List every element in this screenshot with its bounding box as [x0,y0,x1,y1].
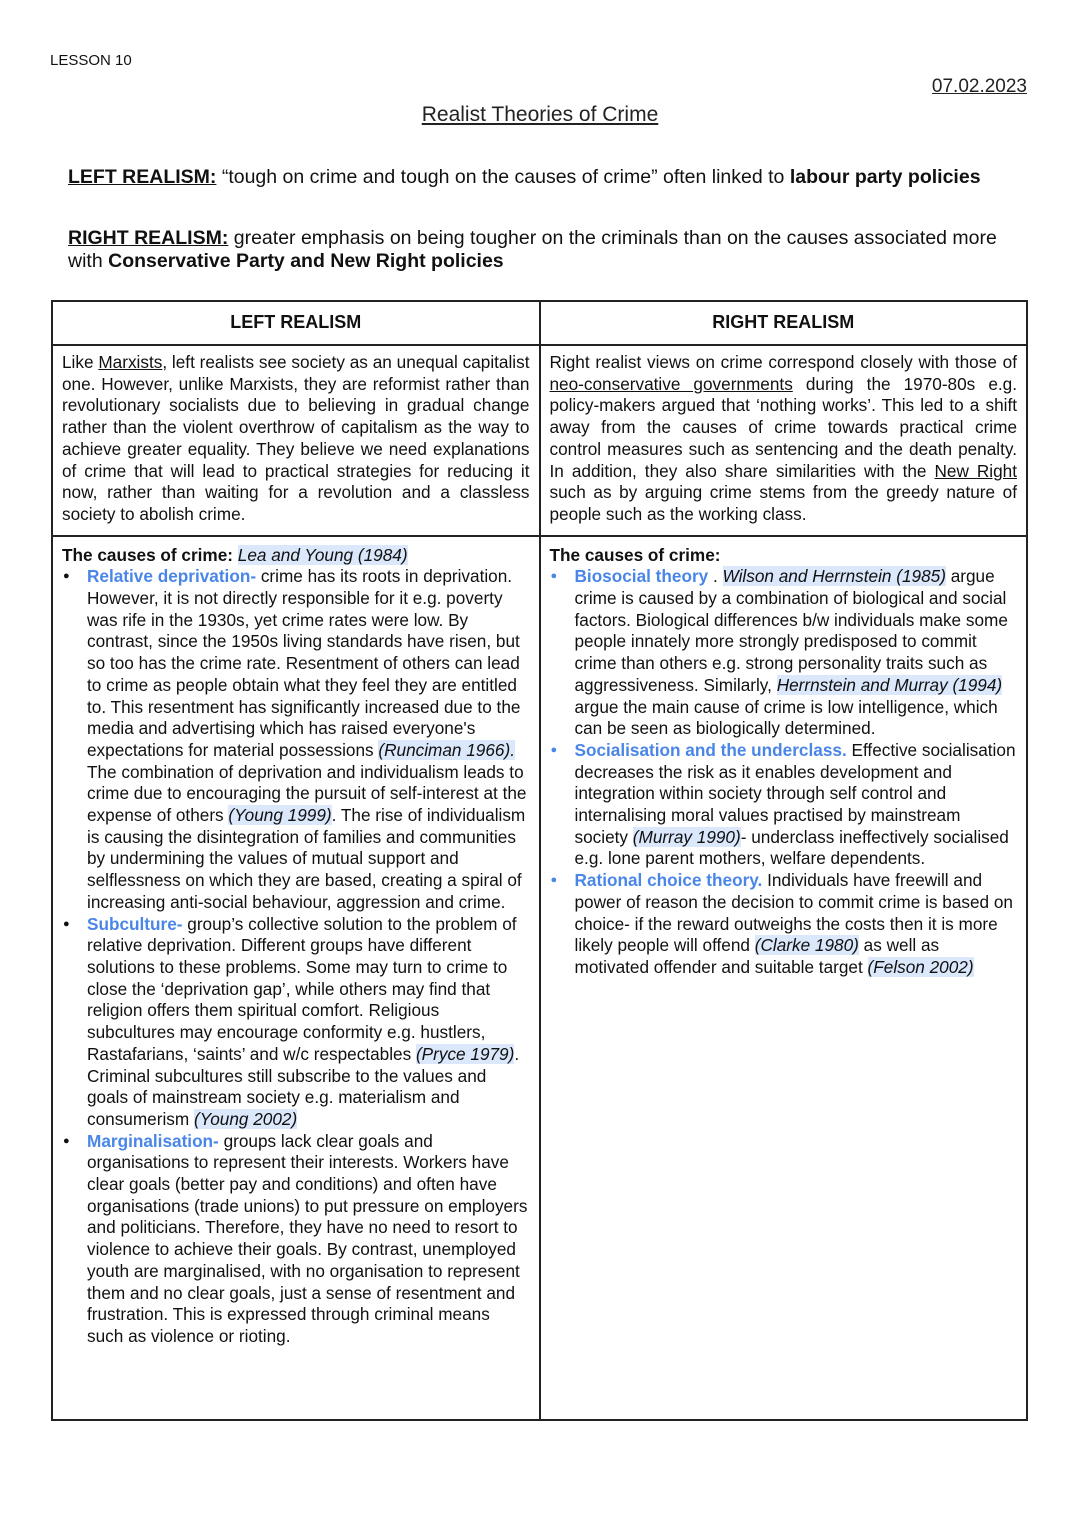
lea-young-ref: Lea and Young (1984) [237,544,408,565]
right-intro-text-1: Right realist views on crime correspond closely with those of [549,352,1017,372]
item-text: crime has its roots in deprivation. However, it is not directly responsible for it e.g. poverty was rife in the 1930s, yet crime rates were low. By contrast, since the 1950s living standards have risen, but so too has the crime rate. Resentment of others can lead to crime as people obtain what they feel they are entitled to. This resentment has significantly increased due to the media and advertising which has raised everyone's expectations for material possessions [87,566,521,760]
term-marginalisation: Marginalisation- [87,1130,219,1151]
left-causes-list [62,566,530,1347]
left-causes-heading-text: The causes of crime: [62,544,238,565]
item-text: Individuals have freewill and power of reason the decision to commit crime is based on choice- if the reward outweighs the costs then it is more likely people will offend [574,870,1013,956]
right-causes-list [550,566,1018,978]
item-text: . Criminal subcultures still subscribe to the values and goals of mainstream society e.g. materialism and consumerism [87,1043,520,1129]
item-text: . [708,566,723,587]
list-item-subculture [87,914,530,1131]
item-text: group’s collective solution to the problem of relative deprivation. Different groups have different solutions to these problems. Some may turn to crime to close the ‘deprivation gap’, while others may find that religion offers them spiritual comfort. Religious subcultures may encourage conformity e.g. hustlers, Rastafarians, ‘saints’ and w/c respectables [87,913,517,1064]
right-intro-cell [540,345,1028,536]
intro-row [52,345,1027,536]
left-column-header: LEFT REALISM [52,301,540,345]
citation: (Clarke 1980) [754,935,859,956]
right-realism-definition [68,227,1028,273]
left-intro-text-1: Like [62,352,99,372]
item-text: as well as motivated offender and suitable target [574,935,940,977]
citation: Herrnstein and Murray (1994) [776,674,1003,695]
neo-conservative-link[interactable]: neo-conservative governments [549,373,793,394]
right-causes-heading: The causes of crime: [549,544,721,565]
list-item-relative-deprivation [87,566,530,913]
citation: (Pryce 1979) [415,1043,515,1064]
item-text: groups lack clear goals and organisations to represent their interests. Workers have clear goals (better pay and conditions) and often have organisations (trade unions) to put pressure on employers and politicians. Therefore, they have no need to resort to violence to achieve their goals. By contrast, unemployed youth are marginalised, with no organisation to represent them and no clear goals, just a sense of resentment and frustration. This is expressed through criminal means such as violence or rioting. [87,1130,528,1346]
left-realism-definition [68,166,1028,189]
left-realism-text: “tough on crime and tough on the causes of crime” often linked to [216,166,790,188]
term-rational-choice-theory: Rational choice theory. [574,870,763,891]
right-intro-text-3: such as by arguing crime stems from the greedy nature of people such as the working class. [549,482,1017,524]
left-realism-label: LEFT REALISM: [68,166,217,188]
item-text: - underclass ineffectively socialised e.g. lone parent mothers, welfare dependents. [574,826,1009,869]
left-causes-heading [62,545,530,567]
citation: Wilson and Herrnstein (1985) [722,566,946,587]
comparison-table [51,300,1028,1421]
right-intro-text-2: during the 1970-80s e.g. policy-makers argued that ‘nothing works’. This led to a shift away from the causes of crime towards practical crime control measures such as sentencing and the death penalty. In addition, they also share similarities with the [549,373,1017,481]
table-header-row [52,301,1027,345]
right-realism-bold: Conservative Party and New Right policies [108,250,504,272]
right-realism-label: RIGHT REALISM: [68,227,229,249]
new-right-link[interactable]: New Right [934,460,1017,481]
list-item-marginalisation [87,1131,530,1348]
item-text: . The rise of individualism is causing the disintegration of families and communities by undermining the values of mutual support and selflessness on which they are based, creating a spiral of increasing anti-social behaviour, aggression and crime. [87,805,526,912]
term-subculture: Subculture- [87,913,183,934]
left-intro-cell [52,345,540,536]
causes-row [52,536,1027,1420]
list-item-socialisation [575,740,1018,870]
citation: (Young 2002) [193,1108,298,1129]
item-text: argue the main cause of crime is low intelligence, which can be seen as biologically determined. [574,696,998,739]
citation: (Murray 1990) [632,826,741,847]
marxists-link[interactable]: Marxists [98,352,163,372]
right-column-header: RIGHT REALISM [540,301,1028,345]
term-socialisation-underclass: Socialisation and the underclass. [574,739,847,760]
item-text: argue crime is caused by a combination of biological and social factors. Biological differences b/w individuals make some people innately more strongly predisposed to commit crime than others e.g. strong personality traits such as aggressiveness. Similarly, [574,566,1008,695]
left-realism-bold: labour party policies [789,166,981,188]
right-realism-text: greater emphasis on being tougher on the criminals than on the causes associated more with [68,227,997,272]
document-title: Realist Theories of Crime [421,103,659,126]
list-item-biosocial [575,566,1018,740]
left-causes-cell [52,536,540,1420]
citation: (Young 1999) [228,805,332,826]
lesson-label: LESSON 10 [50,52,132,69]
term-biosocial-theory: Biosocial theory [574,566,709,587]
citation: (Felson 2002) [867,956,974,977]
list-item-rational-choice [575,870,1018,979]
term-relative-deprivation: Relative deprivation- [87,566,257,587]
item-text: Effective socialisation decreases the risk as it enables development and integration within society through self control and internalising moral values practised by mainstream society [574,739,1016,847]
item-text: The combination of deprivation and individualism leads to crime due to encouraging the pursuit of self-interest at the expense of others [87,761,527,826]
document-date: 07.02.2023 [931,76,1027,97]
citation: (Runciman 1966). [378,739,515,760]
left-intro-text-2: , left realists see society as an unequal capitalist one. However, unlike Marxists, they are reformist rather than revolutionary socialists due to believing in gradual change rather than the violent overthrow of capitalism as the way to achieve greater equality. They believe we need explanations of crime that will lead to practical strategies for reducing it now, rather than waiting for a revolution and a classless society to abolish crime. [62,352,530,524]
right-causes-cell [540,536,1028,1420]
